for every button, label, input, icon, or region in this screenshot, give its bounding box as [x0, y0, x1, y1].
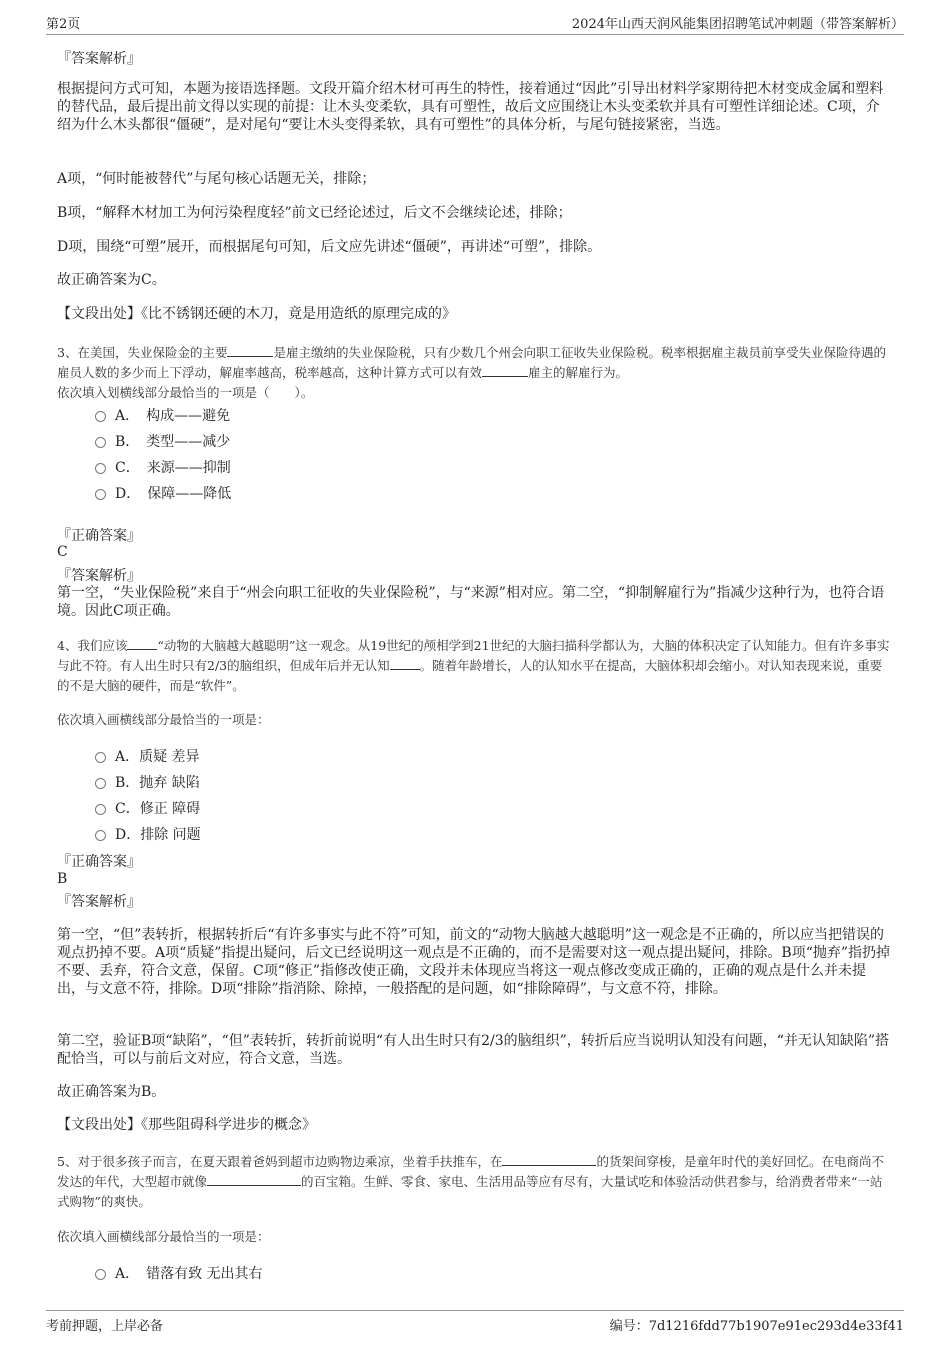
document-title: 2024年山西天润风能集团招聘笔试冲刺题（带答案解析）	[571, 17, 904, 32]
q2-analysis-para: B项，“解释木材加工为何污染程度轻”前文已经论述过，后文不会继续论述，排除；	[57, 205, 572, 221]
radio-icon[interactable]	[95, 437, 106, 448]
page-number: 第2页	[46, 17, 81, 32]
radio-icon[interactable]	[95, 778, 106, 789]
q2-analysis-para: A项，“何时能被替代”与尾句核心话题无关，排除；	[57, 171, 376, 187]
q3-analysis-label: 『答案解析』	[57, 568, 141, 584]
q3-option-b[interactable]: B． 类型——减少	[95, 431, 230, 451]
q4-option-b[interactable]: B．抛弃 缺陷	[95, 772, 200, 792]
q4-analysis-label: 『答案解析』	[57, 894, 141, 910]
q3-prompt: 依次填入划横线部分最恰当的一项是（ ）。	[57, 385, 314, 400]
q5-prompt: 依次填入画横线部分最恰当的一项是：	[57, 1229, 270, 1244]
q3-correct-label: 『正确答案』	[57, 528, 141, 544]
q2-source: 【文段出处】《比不锈钢还硬的木刀，竟是用造纸的原理完成的》	[57, 306, 456, 322]
q4-answer: 故正确答案为B。	[57, 1084, 166, 1100]
radio-icon[interactable]	[95, 830, 106, 841]
q2-analysis-para: D项，围绕“可塑”展开，而根据尾句可知，后文应先讲述“僵硬”，再讲述“可塑”，排除。	[57, 239, 602, 255]
q5-option-a[interactable]: A． 错落有致 无出其右	[95, 1263, 263, 1283]
page-header	[46, 10, 904, 35]
q3-option-c[interactable]: C． 来源——抑制	[95, 457, 231, 477]
q4-option-d[interactable]: D．排除 问题	[95, 824, 201, 844]
radio-icon[interactable]	[95, 752, 106, 763]
radio-icon[interactable]	[95, 411, 106, 422]
radio-icon[interactable]	[95, 804, 106, 815]
footer-slogan: 考前押题，上岸必备	[46, 1319, 164, 1334]
document-id: 编号：7d1216fdd77b1907e91ec293d4e33f41	[609, 1319, 904, 1334]
q4-analysis-para: 第二空，验证B项“缺陷”，“但”表转折，转折前说明“有人出生时只有2/3的脑组织”，转折后应当说明认知没有问题，“并无认知缺陷”搭配恰当，可以与前后文对应，符合文意，当选。	[57, 1033, 890, 1067]
q2-analysis-para: 根据提问方式可知，本题为接语选择题。文段开篇介绍木材可再生的特性，接着通过“因此”引导出材料学家期待把木材变成金属和塑料的替代品，最后提出前文得以实现的前提：让木头变柔软，具有可塑性，故后文应围绕让木头变柔软并具有可塑性详细论述。C项，介绍为什么木头都很“僵硬”，是对尾句“要让木头变得柔软，具有可塑性”的具体分析，与尾句链接紧密，当选。	[57, 81, 884, 133]
q3-stem: 3、在美国，失业保险金的主要 是雇主缴纳的失业保险税，只有少数几个州会向职工征收失业保险税。税率根据雇主裁员前享受失业保险待遇的雇员人数的多少而上下浮动，解雇率越高，税率越高，这种计算方式可以有效 雇主的解雇行为。	[57, 345, 886, 380]
q4-correct-answer: B	[57, 871, 68, 887]
page-footer	[46, 1310, 904, 1334]
q3-option-a[interactable]: A． 构成——避免	[95, 405, 230, 425]
q3-option-d[interactable]: D． 保障——降低	[95, 483, 231, 503]
q4-analysis-para: 第一空，“但”表转折，根据转折后“有许多事实与此不符”可知，前文的“动物大脑越大越聪明”这一观念是不正确的，所以应当把错误的观点扔掉不要。A项“质疑”指提出疑问，后文已经说明这一观点是不正确的，而不是需要对这一观点提出疑问，排除。B项“抛弃”指扔掉不要、丢弃，符合文意，保留。C项“修正”指修改使正确，文段并未体现应当将这一观点修改变成正确的，正确的观点是什么并未提出，与文意不符，排除。D项“排除”指消除、除掉，一般搭配的是问题，如“排除障碍”，与文意不符，排除。	[57, 927, 891, 997]
q2-analysis-label: 『答案解析』	[57, 51, 141, 67]
q4-stem: 4、我们应该 “动物的大脑越大越聪明”这一观念。从19世纪的颅相学到21世纪的大脑扫描科学都认为，大脑的体积决定了认知能力。但有许多事实与此不符。有人出生时只有2/3的脑组织，但成年后并无认知 。随着年龄增长，人的认知水平在提高，大脑体积却会缩小。对认知表现来说，重要的不是大脑的硬件，而是“软件”。	[57, 638, 890, 693]
q4-correct-label: 『正确答案』	[57, 854, 141, 870]
radio-icon[interactable]	[95, 489, 106, 500]
q3-correct-answer: C	[57, 544, 68, 560]
q4-source: 【文段出处】《那些阻碍科学进步的概念》	[57, 1117, 316, 1133]
radio-icon[interactable]	[95, 463, 106, 474]
q4-option-a[interactable]: A．质疑 差异	[95, 746, 200, 766]
q2-answer: 故正确答案为C。	[57, 272, 166, 288]
q3-analysis: 第一空，“失业保险税”来自于“州会向职工征收的失业保险税”，与“来源”相对应。第二空，“抑制解雇行为”指减少这种行为，也符合语境。因此C项正确。	[57, 585, 885, 619]
radio-icon[interactable]	[95, 1269, 106, 1280]
q4-option-c[interactable]: C．修正 障碍	[95, 798, 200, 818]
q4-prompt: 依次填入画横线部分最恰当的一项是：	[57, 712, 270, 727]
q5-stem: 5、对于很多孩子而言，在夏天跟着爸妈到超市边购物边乘凉，坐着手扶推车，在 的货架间穿梭，是童年时代的美好回忆。在电商尚不发达的年代，大型超市就像 的百宝箱。生鲜、零食、家电、生活用品等应有尽有，大量试吃和体验活动供君参与，给消费者带来“一站式购物”的爽快。	[57, 1154, 884, 1209]
